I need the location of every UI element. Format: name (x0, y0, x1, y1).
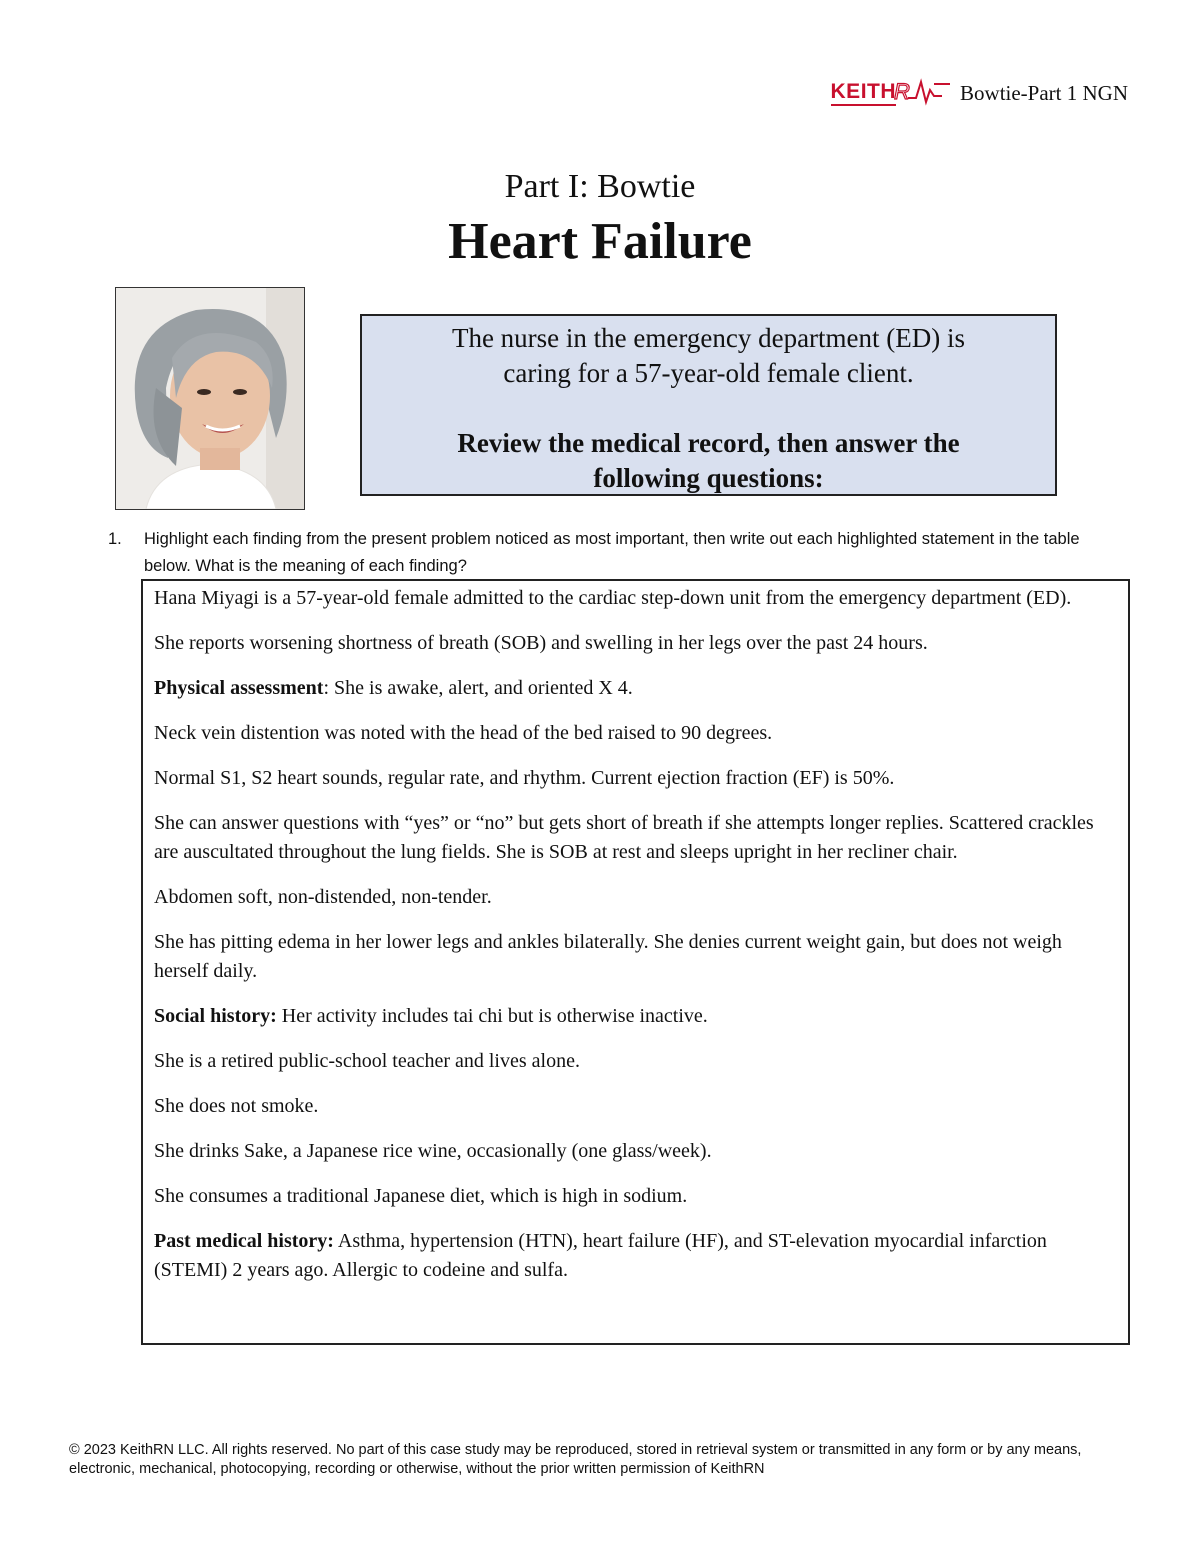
svg-text:R: R (894, 79, 910, 104)
record-paragraph: Abdomen soft, non-distended, non-tender. (154, 886, 492, 908)
medical-record-box (141, 579, 1130, 1345)
document-code: Bowtie-Part 1 NGN (960, 81, 1128, 105)
record-paragraph: She can answer questions with “yes” or “no” but gets short of breath if she attempts longer replies. Scattered crackles are auscultated throughout the lung fields. She is SOB at rest and sleeps upright in her recliner chair. (154, 812, 1094, 863)
record-paragraph: Social history: Her activity includes tai chi but is otherwise inactive. (154, 1005, 708, 1027)
intro-line-1: The nurse in the emergency department (ED) is (451, 323, 966, 353)
record-paragraph: Past medical history: Asthma, hypertension (HTN), heart failure (HF), and ST-elevation myocardial infarction (STEMI) 2 years ago. Allergic to codeine and sulfa. (154, 1230, 1047, 1281)
part-title: Part I: Bowtie (504, 168, 696, 205)
intro-instruction-1: Review the medical record, then answer the (457, 428, 960, 458)
record-paragraph: She reports worsening shortness of breath (SOB) and swelling in her legs over the past 24 hours. (154, 632, 928, 654)
record-paragraph: She does not smoke. (154, 1095, 319, 1117)
intro-line-2: caring for a 57-year-old female client. (503, 358, 914, 388)
record-paragraph: She consumes a traditional Japanese diet, which is high in sodium. (154, 1185, 688, 1207)
question-number: 1. (108, 530, 122, 548)
record-paragraph: She drinks Sake, a Japanese rice wine, occasionally (one glass/week). (154, 1140, 712, 1162)
page-header (831, 76, 1128, 106)
record-paragraph: Physical assessment: She is awake, alert, and oriented X 4. (154, 677, 633, 699)
main-title: Heart Failure (448, 213, 752, 270)
logo-text: KEITH (831, 81, 897, 106)
record-paragraph: Normal S1, S2 heart sounds, regular rate, and rhythm. Current ejection fraction (EF) is 50%. (154, 767, 895, 789)
record-paragraph: Neck vein distention was noted with the head of the bed raised to 90 degrees. (154, 722, 773, 744)
intro-instruction-2: following questions: (593, 463, 824, 493)
logo-heartbeat-mark (894, 76, 950, 106)
intro-box (360, 314, 1057, 496)
keithrn-logo (831, 76, 951, 106)
physical-assessment-label: Physical assessment (154, 677, 324, 699)
question-1 (108, 526, 1098, 580)
past-medical-history-label: Past medical history: (154, 1230, 334, 1252)
social-history-label: Social history: (154, 1005, 277, 1027)
question-text: Highlight each finding from the present problem noticed as most important, then write out each highlighted statement in the table below. What is the meaning of each finding? (144, 530, 1080, 575)
copyright-footer: © 2023 KeithRN LLC. All rights reserved. No part of this case study may be reproduced, stored in retrieval system or transmitted in any form or by any means, electronic, mechanical, photocopying, recording or otherwise, without the prior written permission of KeithRN (69, 1442, 1082, 1477)
patient-photo (115, 287, 305, 510)
record-paragraph: Hana Miyagi is a 57-year-old female admitted to the cardiac step-down unit from the emergency department (ED). (154, 587, 1072, 609)
record-paragraph: She is a retired public-school teacher and lives alone. (154, 1050, 580, 1072)
record-paragraph: She has pitting edema in her lower legs and ankles bilaterally. She denies current weight gain, but does not weigh herself daily. (154, 931, 1062, 982)
